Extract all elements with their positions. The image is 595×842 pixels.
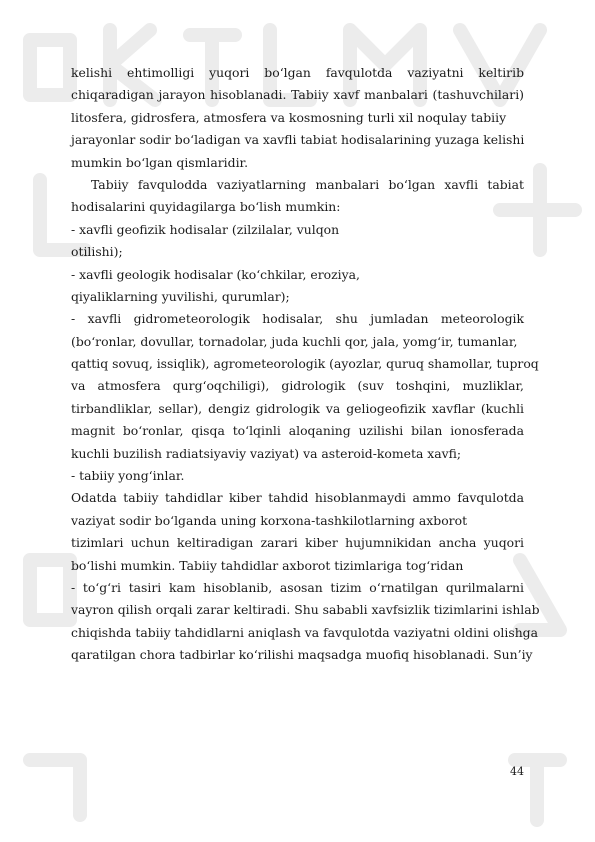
text-line: kelishi ehtimolligi yuqori bo‘lgan favqulotda vaziyatni keltirib <box>71 65 524 80</box>
text-line: - to‘g‘ri tasiri kam hisoblanib, asosan tizim o‘rnatilgan qurilmalarni <box>71 579 524 595</box>
text-line: chiqishda tabiiy tahdidlarni aniqlash va favqulotda vaziyatni oldini olishga <box>71 624 538 640</box>
text-line: magnit bo‘ronlar, qisqa to‘lqinli aloqaning uzilishi bilan ionosferada <box>71 423 524 439</box>
text-line: Odatda tabiiy tahdidlar kiber tahdid hisoblanmaydi ammo favqulotda <box>71 490 524 506</box>
text-line: hodisalarini quyidagilarga bo‘lish mumkin: <box>71 199 341 215</box>
text-line: - xavfli geologik hodisalar (ko‘chkilar, eroziya, <box>71 266 360 282</box>
text-line: - xavfli gidrometeorologik hodisalar, shu jumladan meteorologik <box>71 311 524 327</box>
text-line: qattiq sovuq, issiqlik), agrometeorologik (ayozlar, quruq shamollar, tuproq <box>71 356 539 372</box>
text-line: vayron qilish orqali zarar keltiradi. Shu sababli xavfsizlik tizimlarini ishlab <box>71 602 540 618</box>
text-line: chiqaradigan jarayon hisoblanadi. Tabiiy xavf manbalari (tashuvchilari) <box>71 87 524 103</box>
text-line: otilishi); <box>71 244 123 260</box>
text-line: (bo‘ronlar, dovullar, tornadolar, juda kuchli qor, jala, yomg‘ir, tumanlar, <box>71 333 518 349</box>
text-line: mumkin bo‘lgan qismlaridir. <box>71 154 249 170</box>
text-line: kuchli buzilish radiatsiyaviy vaziyat) va asteroid-kometa xavfi; <box>71 445 462 461</box>
text-line: - xavfli geofizik hodisalar (zilzilalar, vulqon <box>71 221 340 237</box>
text-line: tirbandliklar, sellar), dengiz gidrologik va geliogeofizik xavflar (kuchli <box>71 400 524 416</box>
text-line: - tabiiy yong‘inlar. <box>71 468 185 484</box>
text-line: qiyaliklarning yuvilishi, qurumlar); <box>71 288 290 304</box>
text-line: Tabiiy favqulodda vaziyatlarning manbalari bo‘lgan xavfli tabiat <box>91 176 524 192</box>
text-line: bo‘lishi mumkin. Tabiiy tahdidlar axborot tizimlariga tog‘ridan <box>71 557 464 573</box>
page-number: 44 <box>510 765 524 778</box>
text-line: vaziyat sodir bo‘lganda uning korxona-tashkilotlarning axborot <box>71 512 468 528</box>
text-line: va atmosfera qurg‘oqchiligi), gidrologik (suv toshqini, muzliklar, <box>71 378 524 394</box>
text-line: qaratilgan chora tadbirlar ko‘rilishi maqsadga muofiq hisoblanadi. Sun’iy <box>71 647 533 663</box>
text-line: litosfera, gidrosfera, atmosfera va kosmosning turli xil noqulay tabiiy <box>71 109 507 125</box>
text-line: jarayonlar sodir bo‘ladigan va xavfli tabiat hodisalarining yuzaga kelishi <box>71 132 525 148</box>
body-text <box>71 62 540 667</box>
text-line: tizimlari uchun keltiradigan zarari kiber hujumnikidan ancha yuqori <box>71 535 524 551</box>
